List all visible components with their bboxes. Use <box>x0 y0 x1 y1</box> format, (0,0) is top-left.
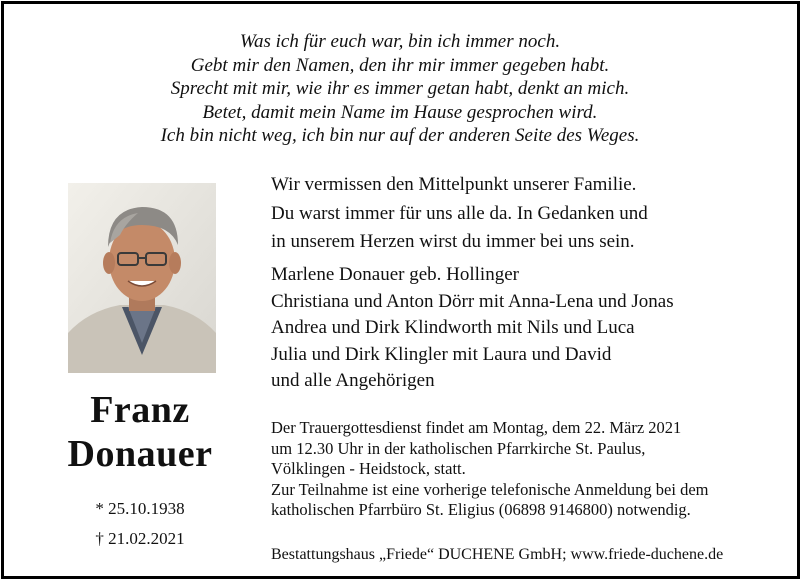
family-message <box>271 171 648 257</box>
mourner-line: Andrea und Dirk Klindworth mit Nils und Luca <box>271 317 635 338</box>
death-date: † 21.02.2021 <box>95 529 185 548</box>
mourners-list <box>271 262 674 395</box>
first-name: Franz <box>90 389 190 431</box>
service-line: Völklingen - Heidstock, statt. <box>271 459 466 478</box>
message-line: Wir vermissen den Mittelpunkt unserer Familie. <box>271 174 637 195</box>
deceased-name <box>40 388 240 476</box>
poem <box>0 30 800 148</box>
mourner-line: Marlene Donauer geb. Hollinger <box>271 264 519 285</box>
service-line: um 12.30 Uhr in der katholischen Pfarrkirche St. Paulus, <box>271 438 646 458</box>
portrait-photo <box>68 183 216 373</box>
portrait-image <box>68 183 216 373</box>
birth-date: * 25.10.1938 <box>95 499 185 518</box>
service-line: Der Trauergottesdienst findet am Montag, dem 22. März 2021 <box>271 418 682 437</box>
message-line: Du warst immer für uns alle da. In Gedanken und <box>271 202 648 224</box>
undertaker-line: Bestattungshaus „Friede“ DUCHENE GmbH; www.friede-duchene.de <box>271 546 724 563</box>
poem-line: Ich bin nicht weg, ich bin nur auf der anderen Seite des Weges. <box>160 125 640 146</box>
service-line: katholischen Pfarrbüro St. Eligius (06898 9146800) notwendig. <box>271 500 691 519</box>
mourner-line: Julia und Dirk Klingler mit Laura und David <box>271 343 612 365</box>
poem-line: Was ich für euch war, bin ich immer noch. <box>239 31 561 52</box>
message-line: in unserem Herzen wirst du immer bei uns sein. <box>271 231 635 252</box>
funeral-service-info <box>271 418 709 521</box>
poem-line: Gebt mir den Namen, den ihr mir immer gegeben habt. <box>190 54 610 76</box>
poem-line: Betet, damit mein Name im Hause gesprochen wird. <box>202 101 598 123</box>
poem-line: Sprecht mit mir, wie ihr es immer getan habt, denkt an mich. <box>170 78 630 99</box>
mourner-line: und alle Angehörigen <box>271 370 435 391</box>
mourner-line: Christiana und Anton Dörr mit Anna-Lena und Jonas <box>271 290 674 312</box>
last-name: Donauer <box>67 433 213 475</box>
service-line: Zur Teilnahme ist eine vorherige telefonische Anmeldung bei dem <box>271 479 709 499</box>
life-dates <box>60 494 220 554</box>
